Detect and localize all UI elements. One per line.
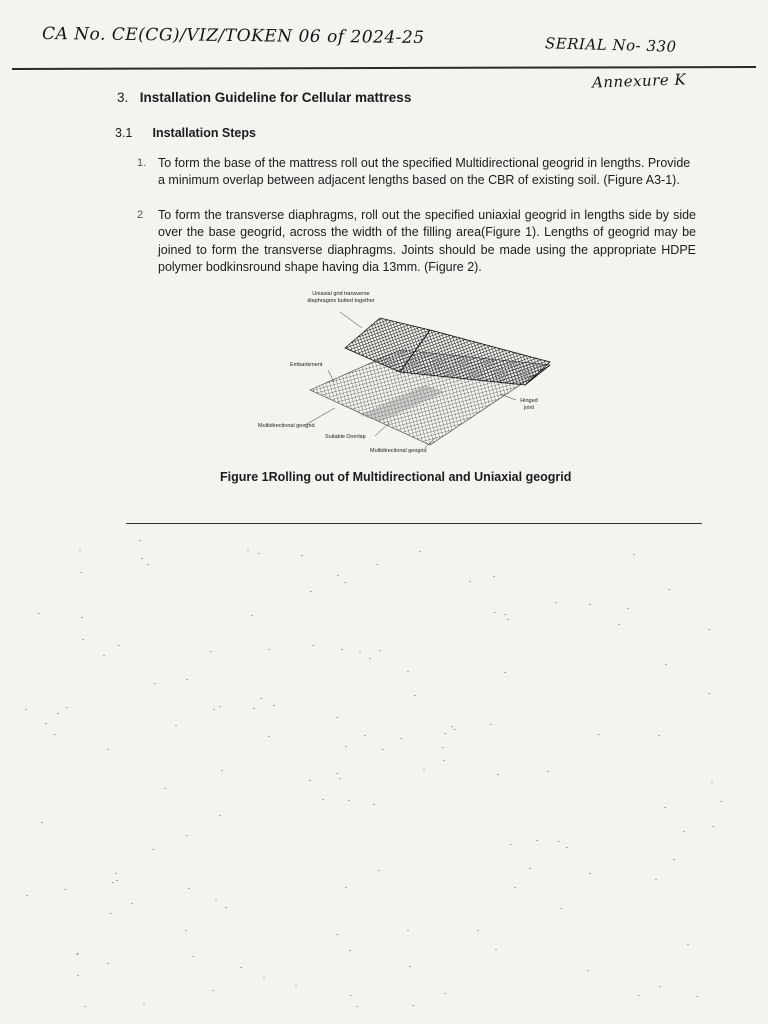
- section-divider: [126, 523, 702, 524]
- scan-speck: [589, 873, 591, 874]
- scan-speck: [141, 558, 143, 559]
- section-heading: [117, 90, 411, 105]
- scan-speck: [147, 564, 149, 565]
- scan-speck: [77, 975, 79, 976]
- scan-speck: [536, 840, 538, 841]
- scan-speck: [131, 903, 133, 904]
- scan-speck: [454, 729, 456, 730]
- scan-speck: [82, 639, 84, 640]
- scan-speck: [336, 934, 338, 935]
- scan-speck: [185, 930, 187, 931]
- scan-speck: [322, 799, 324, 800]
- scan-speck: [339, 778, 341, 779]
- section-number: 3.: [117, 90, 129, 105]
- section-title: Installation Guideline for Cellular mattress: [139, 90, 412, 105]
- scan-speck: [260, 698, 262, 699]
- scan-speck: [310, 591, 312, 592]
- scan-speck: [659, 986, 661, 987]
- scan-speck: [655, 879, 657, 880]
- scan-speck: [477, 930, 479, 931]
- scan-speck: [110, 913, 112, 914]
- scan-speck: [664, 807, 666, 808]
- scan-speck: [696, 996, 698, 997]
- scan-speck: [558, 841, 560, 842]
- scan-speck: [350, 995, 352, 996]
- figure-label-multidirectional: Multidirectional geogrid: [258, 423, 315, 429]
- scan-speck: [587, 970, 589, 971]
- scan-speck: [711, 782, 713, 783]
- scan-speck: [364, 735, 366, 736]
- scan-speck: [107, 749, 109, 750]
- scan-speck: [423, 769, 425, 770]
- scan-speck: [673, 859, 675, 860]
- figure-label-uniaxial: Uniaxial grid transverse diaphragms butted together: [307, 291, 375, 304]
- scan-speck: [547, 771, 549, 772]
- scan-speck: [164, 788, 166, 789]
- scan-speck: [219, 815, 221, 816]
- list-item: [137, 155, 698, 190]
- scan-speck: [263, 977, 265, 978]
- scan-speck: [295, 985, 297, 986]
- scan-speck: [419, 551, 421, 552]
- scan-speck: [555, 602, 557, 603]
- scan-speck: [708, 629, 710, 630]
- list-item-text: To form the base of the mattress roll out the specified Multidirectional geogrid in lengths. Provide a minimum overlap between adjacent lengths based on the CBR of existing soil. (Figure A3-1).: [158, 156, 691, 188]
- scan-speck: [490, 724, 492, 725]
- scan-speck: [143, 1003, 145, 1004]
- scan-speck: [186, 679, 188, 680]
- scan-speck: [469, 581, 471, 582]
- subsection-title: Installation Steps: [152, 126, 256, 140]
- scan-speck: [514, 887, 516, 888]
- scan-speck: [115, 873, 117, 874]
- scan-speck: [504, 614, 506, 615]
- scan-speck: [64, 889, 66, 890]
- scan-speck: [494, 612, 496, 613]
- scan-speck: [407, 930, 409, 931]
- scan-speck: [258, 553, 260, 554]
- scan-speck: [80, 572, 82, 573]
- handwritten-annexure-label: Annexure K: [591, 70, 687, 92]
- list-item: [137, 207, 696, 276]
- scan-speck: [268, 736, 270, 737]
- scan-speck: [38, 613, 40, 614]
- scan-speck: [337, 575, 339, 576]
- scan-speck: [414, 695, 416, 696]
- scan-speck: [589, 604, 591, 605]
- scan-speck: [221, 770, 223, 771]
- scan-speck: [407, 671, 409, 672]
- scan-speck: [81, 617, 83, 618]
- subsection-heading: [115, 126, 256, 140]
- geogrid-figure: [250, 290, 560, 460]
- scan-speck: [359, 651, 361, 652]
- scan-speck: [118, 645, 120, 646]
- scan-speck: [443, 760, 445, 761]
- scan-speck: [210, 651, 212, 652]
- scan-speck: [507, 619, 509, 620]
- scan-speck: [379, 650, 381, 651]
- scan-speck: [336, 717, 338, 718]
- scan-speck: [638, 995, 640, 996]
- scan-speck: [57, 713, 59, 714]
- subsection-number: 3.1: [115, 126, 133, 140]
- scan-speck: [348, 800, 350, 801]
- scan-speck: [76, 954, 78, 955]
- scan-speck: [212, 990, 214, 991]
- scan-speck: [495, 949, 497, 950]
- scan-speck: [566, 847, 568, 848]
- scan-speck: [66, 707, 68, 708]
- scan-speck: [186, 835, 188, 836]
- scan-speck: [451, 726, 453, 727]
- scan-speck: [400, 738, 402, 739]
- scan-speck: [687, 944, 689, 945]
- scan-speck: [598, 734, 600, 735]
- figure-label-multidirectional-bottom: Multidirectional geogrid: [370, 448, 427, 454]
- list-marker: 1.: [137, 157, 147, 169]
- scan-speck: [633, 554, 635, 555]
- scan-speck: [253, 708, 255, 709]
- scan-speck: [497, 774, 499, 775]
- scan-speck: [54, 734, 56, 735]
- scan-speck: [192, 956, 194, 957]
- scan-speck: [312, 645, 314, 646]
- scan-speck: [665, 664, 667, 665]
- scan-speck: [188, 888, 190, 889]
- scan-speck: [627, 608, 629, 609]
- scan-speck: [493, 576, 495, 577]
- scan-speck: [356, 1006, 358, 1007]
- scan-speck: [175, 725, 177, 726]
- scan-speck: [112, 882, 114, 883]
- scan-speck: [720, 801, 722, 802]
- scan-speck: [79, 550, 81, 551]
- scan-speck: [240, 967, 242, 968]
- scan-speck: [504, 672, 506, 673]
- scan-speck: [369, 658, 371, 659]
- scan-speck: [152, 849, 154, 850]
- scan-speck: [225, 907, 227, 908]
- scan-speck: [84, 1006, 86, 1007]
- list-item-text: To form the transverse diaphragms, roll out the specified uniaxial geogrid in lengths side by side over the base geogrid, across the width of the filling area(Figure 1). Lengths of geogrid may be joined to form the transverse diaphragms. Joints should be made using the appropriate HDPE polymer bodkinsround shape having dia 13mm. (Figure 2).: [158, 208, 696, 274]
- scan-speck: [345, 887, 347, 888]
- scan-speck: [442, 747, 444, 748]
- scan-speck: [213, 709, 215, 710]
- scan-speck: [268, 649, 270, 650]
- scan-speck: [154, 683, 156, 684]
- scan-speck: [247, 550, 249, 551]
- scan-speck: [412, 1005, 414, 1006]
- scan-speck: [219, 706, 221, 707]
- scan-speck: [668, 589, 670, 590]
- scan-speck: [409, 966, 411, 967]
- geogrid-illustration: [250, 290, 560, 460]
- scan-speck: [349, 950, 351, 951]
- scan-speck: [683, 831, 685, 832]
- scan-speck: [344, 582, 346, 583]
- scan-speck: [273, 705, 275, 706]
- figure-caption: Figure 1Rolling out of Multidirectional and Uniaxial geogrid: [220, 470, 572, 484]
- scan-speck: [336, 773, 338, 774]
- scan-speck: [107, 963, 109, 964]
- figure-label-overlap: Suitable Overlap: [325, 434, 366, 440]
- list-marker: 2: [137, 209, 144, 221]
- scan-speck: [309, 780, 311, 781]
- scan-speck: [376, 564, 378, 565]
- scan-speck: [560, 908, 562, 909]
- header-divider: [12, 66, 756, 70]
- scan-speck: [444, 993, 446, 994]
- scan-speck: [510, 844, 512, 845]
- scan-speck: [41, 822, 43, 823]
- scan-speck: [116, 880, 118, 881]
- scan-speck: [26, 895, 28, 896]
- scan-speck: [658, 735, 660, 736]
- scan-speck: [103, 655, 105, 656]
- scan-speck: [373, 804, 375, 805]
- scan-speck: [444, 733, 446, 734]
- handwritten-contract-reference: CA No. CE(CG)/VIZ/TOKEN 06 of 2024-25: [41, 23, 425, 49]
- scan-speck: [251, 615, 253, 616]
- scan-speck: [345, 746, 347, 747]
- scan-speck: [301, 555, 303, 556]
- figure-label-embankment: Embankment: [290, 362, 323, 368]
- scan-speck: [712, 826, 714, 827]
- handwritten-serial-number: SERIAL No- 330: [544, 34, 677, 56]
- scan-speck: [378, 870, 380, 871]
- scan-speck: [529, 868, 531, 869]
- scan-speck: [215, 900, 217, 901]
- figure-label-hinged-joint: Hinged joint: [520, 398, 538, 411]
- scan-speck: [708, 693, 710, 694]
- scan-speck: [45, 723, 47, 724]
- scan-speck: [25, 709, 27, 710]
- scan-speck: [139, 540, 141, 541]
- scan-speck: [618, 624, 620, 625]
- scan-speck: [341, 649, 343, 650]
- scan-speck: [382, 749, 384, 750]
